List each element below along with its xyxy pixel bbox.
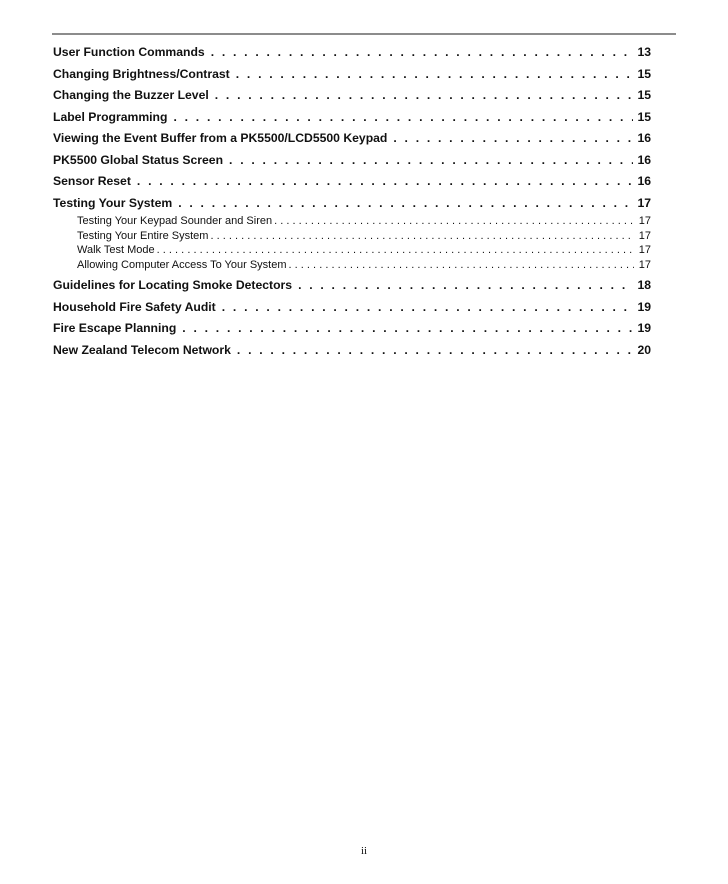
dot-leader: [178, 193, 633, 215]
toc-entry-page: 20: [637, 342, 651, 357]
toc-entry-page: 16: [637, 174, 651, 188]
dot-leader: [211, 42, 634, 64]
toc-entry-page: 19: [637, 321, 651, 335]
toc-entry-title: New Zealand Telecom Network: [53, 342, 231, 357]
toc-entry-page: 19: [637, 299, 651, 314]
toc-subentry-title: Walk Test Mode: [77, 244, 155, 256]
top-rule: [52, 33, 676, 35]
toc-entry[interactable]: [53, 297, 651, 319]
toc-subentry-page: 17: [638, 229, 651, 242]
dot-leader: [236, 64, 634, 86]
dot-leader: [173, 107, 633, 129]
dot-leader: [157, 243, 634, 258]
toc-entry-title: Viewing the Event Buffer from a PK5500/LCD5500 Keypad: [53, 131, 388, 145]
dot-leader: [289, 258, 634, 273]
toc-entry[interactable]: [53, 150, 651, 172]
toc-entry-page: 16: [637, 131, 651, 145]
toc-entry-page: 15: [637, 109, 651, 124]
toc-entry-title: Testing Your System: [53, 195, 173, 210]
toc-entry[interactable]: [53, 275, 651, 297]
toc-entry[interactable]: [53, 193, 651, 215]
dot-leader: [274, 214, 634, 229]
toc-subentry[interactable]: [53, 243, 651, 258]
toc-entry-title: PK5500 Global Status Screen: [53, 152, 224, 167]
table-of-contents: [53, 42, 651, 361]
toc-entry-title: Changing Brightness/Contrast: [53, 66, 230, 81]
toc-entry-page: 16: [637, 152, 651, 167]
dot-leader: [298, 275, 633, 297]
dot-leader: [229, 150, 633, 172]
page-number: ii: [360, 845, 368, 857]
toc-entry[interactable]: [53, 85, 651, 107]
toc-subentry-title: Allowing Computer Access To Your System: [77, 258, 287, 271]
toc-entry-title: Fire Escape Planning: [53, 321, 177, 335]
toc-subentry-title: Testing Your Entire System: [77, 229, 209, 242]
toc-subentry[interactable]: [53, 229, 651, 244]
toc-entry-title: Sensor Reset: [53, 174, 131, 188]
toc-entry[interactable]: [53, 42, 651, 64]
dot-leader: [222, 297, 634, 319]
toc-entry-page: 15: [637, 88, 651, 102]
dot-leader: [393, 128, 633, 150]
toc-entry[interactable]: [53, 64, 651, 86]
toc-entry-title: Guidelines for Locating Smoke Detectors: [53, 278, 293, 292]
toc-entry-title: Changing the Buzzer Level: [53, 88, 209, 102]
toc-entry[interactable]: [53, 171, 651, 193]
toc-entry[interactable]: [53, 340, 651, 362]
toc-subentry-title: Testing Your Keypad Sounder and Siren: [77, 215, 273, 227]
dot-leader: [137, 171, 634, 193]
toc-subentry-page: 17: [638, 215, 651, 227]
toc-entry-title: Household Fire Safety Audit: [53, 299, 216, 314]
toc-subentry[interactable]: [53, 258, 651, 273]
dot-leader: [237, 340, 634, 362]
dot-leader: [210, 229, 634, 244]
toc-entry[interactable]: [53, 107, 651, 129]
toc-entry[interactable]: [53, 128, 651, 150]
toc-entry-title: Label Programming: [53, 109, 168, 124]
toc-subentry-page: 17: [638, 244, 651, 256]
toc-subentry-page: 17: [638, 258, 651, 271]
dot-leader: [182, 318, 633, 340]
toc-entry-title: User Function Commands: [53, 45, 205, 59]
toc-entry-page: 13: [637, 45, 651, 59]
toc-subentry[interactable]: [53, 214, 651, 229]
toc-entry[interactable]: [53, 318, 651, 340]
dot-leader: [215, 85, 634, 107]
toc-entry-page: 15: [637, 66, 651, 81]
toc-entry-page: 18: [637, 278, 651, 292]
toc-entry-page: 17: [637, 195, 651, 210]
